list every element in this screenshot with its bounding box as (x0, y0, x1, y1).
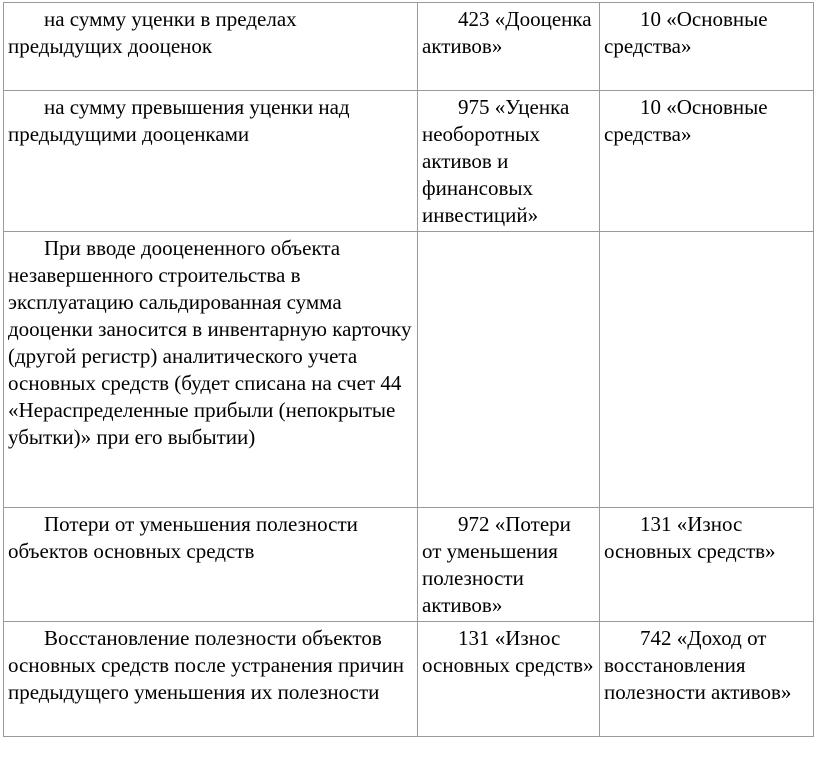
debit-account-cell (418, 508, 600, 622)
table-row (4, 622, 814, 737)
credit-account-cell (600, 3, 814, 91)
table-row (4, 232, 814, 508)
debit-account-cell (418, 91, 600, 232)
credit-account-text: 10 «Основные средства» (604, 7, 768, 58)
credit-account-text: 10 «Основные средства» (604, 95, 768, 146)
operation-cell (4, 232, 418, 508)
operation-cell (4, 622, 418, 737)
credit-account-cell (600, 508, 814, 622)
operation-text: При вводе дооцененного объекта незавершенного строительства в эксплуатацию сальдированная сумма дооценки заносится в инвентарную карточку (другой регистр) аналитического учета основных средств (будет списана на счет 44 «Нераспределенные прибыли (непокрытые убытки)» при его выбытии) (8, 236, 412, 449)
debit-account-text: 131 «Износ основных средств» (422, 626, 594, 677)
table-row (4, 508, 814, 622)
accounting-entries-table (3, 2, 814, 737)
operation-cell (4, 91, 418, 232)
debit-account-text: 975 «Уценка необоротных активов и финансовых инвестиций» (422, 95, 570, 227)
debit-account-text: 423 «Дооценка активов» (422, 7, 592, 58)
operation-text: на сумму превышения уценки над предыдущими дооценками (8, 95, 350, 146)
debit-account-cell (418, 232, 600, 508)
operation-text: Потери от уменьшения полезности объектов основных средств (8, 512, 358, 563)
debit-account-cell (418, 622, 600, 737)
credit-account-text: 131 «Износ основных средств» (604, 512, 776, 563)
debit-account-cell (418, 3, 600, 91)
credit-account-cell (600, 622, 814, 737)
table-row (4, 3, 814, 91)
operation-cell (4, 508, 418, 622)
credit-account-cell (600, 232, 814, 508)
table-row (4, 91, 814, 232)
credit-account-text: 742 «Доход от восстановления полезности активов» (604, 626, 792, 704)
operation-text: на сумму уценки в пределах предыдущих дооценок (8, 7, 297, 58)
debit-account-text: 972 «Потери от уменьшения полезности активов» (422, 512, 571, 617)
operation-text: Восстановление полезности объектов основных средств после устранения причин предыдущего уменьшения их полезности (8, 626, 404, 704)
operation-cell (4, 3, 418, 91)
credit-account-cell (600, 91, 814, 232)
